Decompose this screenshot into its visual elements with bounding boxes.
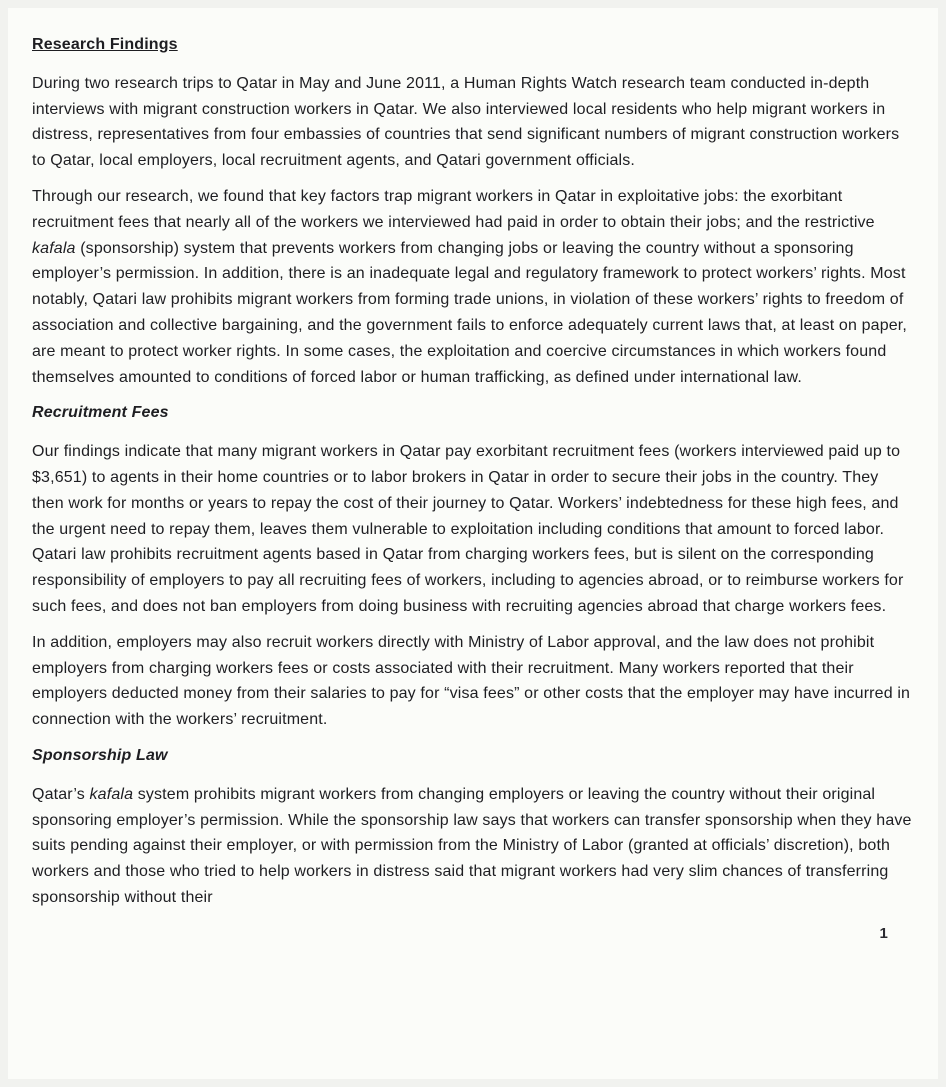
text-run: Through our research, we found that key factors trap migrant workers in Qatar in exploitative jobs: the exorbitant recruitment fees that nearly all of the workers we interviewed had paid in order to obtain their jobs; and the restrictive [32, 187, 875, 231]
paragraph-kafala-system [32, 782, 912, 911]
paragraph-recruitment-fees-findings [32, 439, 912, 620]
italic-text-run: kafala [89, 785, 134, 803]
page-number: 1 [879, 924, 888, 942]
paragraph-employer-recruitment [32, 630, 912, 733]
subheading-sponsorship-law [32, 743, 912, 769]
text-run: Recruitment Fees [32, 404, 169, 422]
text-run: Our findings indicate that many migrant workers in Qatar pay exorbitant recruitment fees (workers interviewed paid up to $3,651) to agents in their home countries or to labor brokers in Qatar in order to secure their jobs in the country. They then work for months or years to repay the cost of their journey to Qatar. Workers’ indebtedness for these high fees, and the urgent need to repay them, leaves them vulnerable to exploitation including conditions that amount to forced labor. Qatari law prohibits recruitment agents based in Qatar from charging workers fees, but is silent on the corresponding responsibility of employers to pay all recruiting fees of workers, including to agencies abroad, or to reimburse workers for such fees, and does not ban employers from doing business with recruiting agencies abroad that charge workers fees. [32, 443, 904, 615]
text-run: (sponsorship) system that prevents workers from changing jobs or leaving the country without a sponsoring employer’s permission. In addition, there is an inadequate legal and regulatory framework to protect workers’ rights. Most notably, Qatari law prohibits migrant workers from forming trade unions, in violation of these workers’ rights to freedom of association and collective bargaining, and the government fails to enforce adequately current laws that, at least on paper, are meant to protect worker rights. In some cases, the exploitation and coercive circumstances in which workers found themselves amounted to conditions of forced labor or human trafficking, as defined under international law. [32, 239, 907, 386]
subheading-recruitment-fees [32, 400, 912, 426]
document-content [8, 8, 938, 947]
text-run: system prohibits migrant workers from changing employers or leaving the country without their original sponsoring employer’s permission. While the sponsorship law says that workers can transfer sponsorship when they have suits pending against their employer, or with permission from the Ministry of Labor (granted at officials’ discretion), both workers and those who tried to help workers in distress said that migrant workers had very slim chances of transferring sponsorship without their [32, 785, 912, 906]
text-run: Qatar’s [32, 785, 90, 803]
text-run: Research Findings [32, 36, 178, 53]
text-run: During two research trips to Qatar in May and June 2011, a Human Rights Watch research team conducted in-depth interviews with migrant construction workers in Qatar. We also interviewed local residents who help migrant workers in distress, representatives from four embassies of countries that send significant numbers of migrant construction workers to Qatar, local employers, local recruitment agents, and Qatari government officials. [32, 74, 900, 170]
paragraph-research-trips [32, 71, 912, 174]
italic-text-run: kafala [32, 239, 76, 257]
paragraph-key-factors [32, 184, 912, 390]
text-run: In addition, employers may also recruit workers directly with Ministry of Labor approval, and the law does not prohibit employers from charging workers fees or costs associated with their recruitment. Many workers reported that their employers deducted money from their salaries to pay for “visa fees” or other costs that the employer may have incurred in connection with the workers’ recruitment. [32, 633, 911, 729]
section-heading-research-findings [32, 32, 912, 58]
document-page [8, 8, 938, 1079]
text-run: Sponsorship Law [32, 746, 168, 764]
